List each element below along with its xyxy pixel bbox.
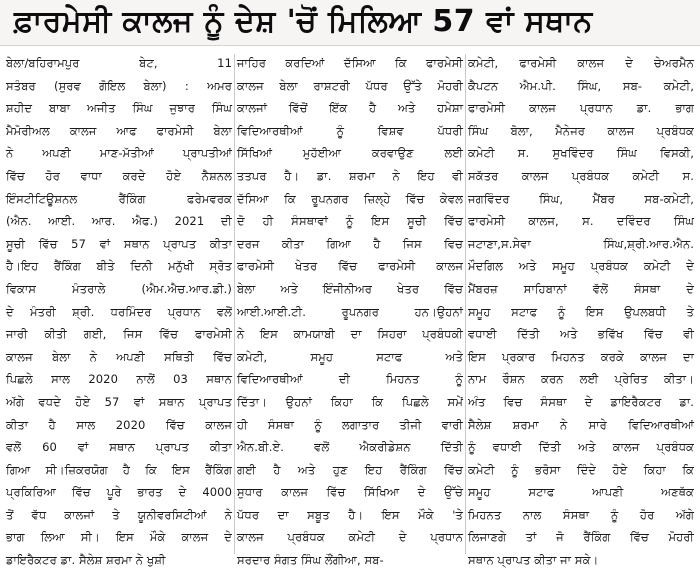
article-line: ਕਮੇਟੀ ਸ. ਸੁਖਵਿੰਦਰ ਸਿੰਘ ਵਿਸਕੀ, <box>468 146 694 161</box>
article-line: ਕਾਲਜਾਂ ਵਿੱਚੋਂ ਇੱਕ ਹੈ ਅਤੇ ਹਮੇਸ਼ਾ <box>237 101 463 116</box>
article-line: ਕੀਤਾ ਹੈ ਸਾਲ 2020 ਵਿੱਚ ਕਾਲਜ <box>6 417 232 432</box>
article-line: ਵਿਦਿਆਰਥੀਆਂ ਦੀ ਮਿਹਨਤ ਨੂੰ <box>237 372 463 387</box>
article-line: ਵਲੋਂ 60 ਵਾਂ ਸਥਾਨ ਪ੍ਰਾਪਤ ਕੀਤਾ <box>6 440 232 455</box>
article-line: ਜਾਹਿਰ ਕਰਦਿਆਂ ਦੱਸਿਆ ਕਿ ਫਾਰਮੇਸੀ <box>237 56 463 70</box>
article-line: ਮੈਮੋਰੀਅਲ ਕਾਲਜ ਆਫ ਫਾਰਮੇਸੀ ਬੇਲਾ <box>6 123 232 138</box>
article-line: ਬੇਲਾ/ਬਹਿਰਾਮਪੁਰ ਬੇਟ, 11 <box>6 56 232 70</box>
article-line: ਕੈਪਟਨ ਐਮ.ਪੀ. ਸਿੰਘ, ਸਬ- ਕਮੇਟੀ, <box>468 78 694 93</box>
article-line: ਗਿਆ ਸੀ।ਜ਼ਿਕਰਯੋਗ ਹੈ ਕਿ ਇਸ ਰੈਂਕਿੰਗ <box>6 462 232 477</box>
article-line: ਗਈ ਹੈ ਅਤੇ ਹੁਣ ਇਹ ਰੈਂਕਿੰਗ ਵਿੱਚ <box>237 462 463 477</box>
article-line: ਕਾਲਜ ਬੇਲਾ ਰਾਸ਼ਟਰੀ ਪੱਧਰ ਉੱਤੇ ਮੋਹਰੀ <box>237 78 463 93</box>
column-3 <box>468 52 694 568</box>
article-line: ਡਾਇਰੈਕਟਰ ਡਾ. ਸੈਲੇਸ਼ ਸ਼ਰਮਾ ਨੇ ਖੁਸ਼ੀ <box>6 553 166 568</box>
article-line: ਅੰਤ ਵਿਚ ਸੰਸਥਾ ਦੇ ਡਾਇਰੈਕਟਰ ਡਾ. <box>468 394 694 409</box>
article-line: ਕਮੇਟੀ, ਫਾਰਮੇਸੀ ਕਾਲਜ ਦੇ ਚੇਅਰਮੈਨ <box>468 56 694 70</box>
article-line: ਸਥਾਨ ਪ੍ਰਾਪਤ ਕੀਤਾ ਜਾ ਸਕੇ। <box>468 553 599 568</box>
article-line: ਸਮੂਹ ਸਟਾਫ ਨੂੰ ਇਸ ਉਪਲਬਧੀ ਤੇ <box>468 304 694 319</box>
article-line: (ਐਨ. ਆਈ. ਆਰ. ਐਫ.) 2021 ਦੀ <box>6 214 232 229</box>
article-line: ਦੇ ਮੰਤਰੀ ਸ਼੍ਰੀ. ਧਰਮਿੰਦਰ ਪ੍ਰਧਾਨ ਵਲੋਂ <box>6 304 232 319</box>
column-2 <box>237 52 463 568</box>
article-line: ਇਸ ਪ੍ਰਕਾਰ ਮਿਹਨਤ ਕਰਕੇ ਕਾਲਜ ਦਾ <box>468 349 694 364</box>
headline-banner <box>0 0 700 46</box>
article-line: ਵਿਦਿਆਰਥੀਆਂ ਨੂੰ ਵਿਸ਼ਵ ਪੱਧਰੀ <box>237 123 463 138</box>
article-line: ਮੈਂਬਰਜ਼ ਸਾਹਿਬਾਨਾਂ ਵੱਲੋਂ ਸੰਸਥਾ ਦੇ <box>468 281 694 296</box>
article-line: ਫਾਰਮੇਸੀ ਕਾਲਜ, ਸ. ਦਵਿੰਦਰ ਸਿੰਘ <box>468 214 694 229</box>
article-line: ਪ੍ਰਕਿਰਿਆ ਵਿੱਚ ਪੂਰੇ ਭਾਰਤ ਦੇ 4000 <box>6 485 232 500</box>
headline: ਫ਼ਾਰਮੇਸੀ ਕਾਲਜ ਨੂੰ ਦੇਸ਼ 'ਚੋਂ ਮਿਲਿਆ 57 ਵਾਂ ਸਥਾਨ <box>14 4 593 39</box>
column-divider <box>234 54 235 554</box>
article-line: ਕਾਲਜ ਬੇਲਾ ਨੇ ਅਪਣੀ ਸਥਿਤੀ ਵਿੱਚ <box>6 349 232 364</box>
article-line: ਦੋ ਹੀ ਸੰਸਥਾਵਾਂ ਨੂੰ ਇਸ ਸੂਚੀ ਵਿੱਚ <box>237 214 463 229</box>
article-line: ਹੀ ਸੰਸਥਾ ਨੂੰ ਲਗਾਤਾਰ ਤੀਜੀ ਵਾਰੀ <box>237 417 463 432</box>
article-line: ਵਿੱਚ ਹੋਰ ਵਾਧਾ ਕਰਦੇ ਹੋਏ ਨੈਸ਼ਨਲ <box>6 168 232 183</box>
article-line: ਵਧਾਈ ਦਿੱਤੀ ਅਤੇ ਭਵਿੱਖ ਵਿੱਚ ਵੀ <box>468 327 694 342</box>
article-line: ਤੋਂ ਵੱਧ ਕਾਲਜਾਂ ਤੇ ਯੂਨੀਵਰਸਿਟੀਆਂ ਨੇ <box>6 507 232 522</box>
article-line: ਸ਼ਹੀਦ ਬਾਬਾ ਅਜੀਤ ਸਿੰਘ ਜੁਝਾਰ ਸਿੰਘ <box>6 101 232 116</box>
article-line: ਕਮੇਟੀ, ਸਮੂਹ ਸਟਾਫ ਅਤੇ <box>237 349 463 364</box>
article-line: ਨਾਮ ਰੌਸ਼ਨ ਕਰਨ ਲਈ ਪ੍ਰੇਰਿਤ ਕੀਤਾ। <box>468 372 694 387</box>
article-line: ਦਰਜ ਕੀਤਾ ਗਿਆ ਹੈ ਜਿਸ ਵਿਚ <box>237 236 463 251</box>
article-line: ਪਿਛਲੇ ਸਾਲ 2020 ਨਾਲੋਂ 03 ਸਥਾਨ <box>6 372 232 387</box>
article-line: ਲਿਜਾਣਗੇ ਤਾਂ ਜੋ ਰੈਂਕਿੰਗ ਵਿੱਚ ਮੋਹਰੀ <box>468 530 694 545</box>
article-line: ਮੌਦਗਿਲ ਅਤੇ ਸਮੂਹ ਪ੍ਰਬੰਧਕ ਕਮੇਟੀ ਦੇ <box>468 259 694 274</box>
article-line: ਜਗਵਿੰਦਰ ਸਿੰਘ, ਮੈਂਬਰ ਸਬ-ਕਮੇਟੀ, <box>468 191 694 206</box>
article-line: ਵਿਕਾਸ ਮੰਤਰਾਲੇ (ਐਮ.ਐਚ.ਆਰ.ਡੀ.) <box>6 281 232 296</box>
article-line: ਬੇਲਾ ਅਤੇ ਇੰਜੀਨੀਅਰ ਖੇਤਰ ਵਿੱਚ <box>237 281 463 296</box>
article-line: ਸਰਦਾਰ ਸੰਗਤ ਸਿੰਘ ਲੌਂਗੀਆ, ਸਬ- <box>237 553 384 568</box>
article-line: ਭਾਗ ਲਿਆ ਸੀ। ਇਸ ਮੌਕੇ ਕਾਲਜ ਦੇ <box>6 530 232 545</box>
article-line: ਮਿਹਨਤ ਨਾਲ ਸੰਸਥਾ ਨੂੰ ਹੋਰ ਅੱਗੇ <box>468 507 694 522</box>
article-line: ਕਾਲਜ ਪ੍ਰਬੰਧਕ ਕਮੇਟੀ ਦੇ ਪ੍ਰਧਾਨ <box>237 530 463 545</box>
article-line: ਐਨ.ਬੀ.ਏ. ਵਲੋਂ ਐਕਰੀਡੇਸ਼ਨ ਦਿੱਤੀ <box>237 440 463 455</box>
article-line: ਹੈ।ਇਹ ਰੈਂਕਿੰਗ ਬੀਤੇ ਦਿਨੀ ਮਨੁੱਖੀ ਸ੍ਰੋਤ <box>6 259 232 274</box>
column-divider <box>465 54 466 554</box>
article-line: ਨੇ ਅਪਣੀ ਮਾਣ-ਮੱਤੀਆਂ ਪ੍ਰਾਪਤੀਆਂ <box>6 146 232 161</box>
article-line: ਸੈਲੇਸ਼ ਸ਼ਰਮਾ ਨੇ ਸਾਰੇ ਵਿਦਿਆਰਥੀਆਂ <box>468 417 694 432</box>
article-line: ਦਿੱਤਾ। ਉਹਨਾਂ ਕਿਹਾ ਕਿ ਪਿਛਲੇ ਸਮੇਂ <box>237 394 463 409</box>
column-1 <box>6 52 232 568</box>
article-line: ਦੱਸਿਆ ਕਿ ਰੂਪਨਗਰ ਜ਼ਿਲ੍ਹੇ ਵਿੱਚ ਕੇਵਲ <box>237 191 463 206</box>
article-line: ਨੇ ਇਸ ਕਾਮਯਾਬੀ ਦਾ ਸਿਹਰਾ ਪ੍ਰਬੰਧਕੀ <box>237 327 463 342</box>
article-line: ਪੱਧਰ ਦਾ ਸਬੂਤ ਹੈ। ਇਸ ਮੌਕੇ 'ਤੇ <box>237 507 463 522</box>
article-line: ਆਈ.ਆਈ.ਟੀ. ਰੂਪਨਗਰ ਹਨ।ਉਹਨਾਂ <box>237 304 463 319</box>
article-line: ਸਕੱਤਰ ਕਾਲਜ ਪ੍ਰਬੰਧਕ ਕਮੇਟੀ ਸ. <box>468 168 694 183</box>
article-line: ਸਤੰਬਰ (ਸੁਰਵ ਗੋਇਲ ਬੇਲਾ) : ਅਮਰ <box>6 78 232 93</box>
article-line: ਅੱਗੇ ਵਧਦੇ ਹੋਏ 57 ਵਾਂ ਸਥਾਨ ਪ੍ਰਾਪਤ <box>6 394 232 409</box>
article-line: ਸਮੂਹ ਸਟਾਫ ਆਪਣੀ ਅਣਥੱਕ <box>468 485 694 500</box>
article-line: ਇੰਸਟੀਟਿਊਸ਼ਨਲ ਰੈਂਕਿੰਗ ਫਰੇਮਵਰਕ <box>6 191 232 206</box>
article-line: ਫਾਰਮੇਸੀ ਖੇਤਰ ਵਿੱਚ ਫਾਰਮੇਸੀ ਕਾਲਜ <box>237 259 463 274</box>
article-line: ਨੂੰ ਵਧਾਈ ਦਿੱਤੀ ਅਤੇ ਕਾਲਜ ਪ੍ਰਬੰਧਕ <box>468 440 694 455</box>
article-line: ਜਟਾਣਾ,ਸ.ਸੇਵਾ ਸਿੰਘ,ਸ਼੍ਰੀ.ਆਰ.ਐਨ. <box>468 236 694 251</box>
article-line: ਸਿੱਖਿਆਂ ਮੁਹੱਈਆ ਕਰਵਾਉਣ ਲਈ <box>237 146 463 161</box>
article-body <box>0 52 700 568</box>
article-line: ਕਮੇਟੀ ਨੂੰ ਭਰੋਸਾ ਦਿੰਦੇ ਹੋਏ ਕਿਹਾ ਕਿ <box>468 462 694 477</box>
article-line: ਤਤਪਰ ਹੈ। ਡਾ. ਸ਼ਰਮਾ ਨੇ ਇਹ ਵੀ <box>237 168 463 183</box>
article-line: ਫਾਰਮੇਸੀ ਕਾਲਜ ਪ੍ਰਧਾਨ ਡਾ. ਭਾਗ <box>468 101 694 116</box>
article-line: ਸਿੰਘ ਬੋਲਾ, ਮੈਨੇਜਰ ਕਾਲਜ ਪ੍ਰਬੰਧਕ <box>468 123 694 138</box>
article-line: ਜਾਰੀ ਕੀਤੀ ਗਈ, ਜਿਸ ਵਿੱਚ ਫਾਰਮੇਸੀ <box>6 327 232 342</box>
article-line: ਸੂਚੀ ਵਿੱਚ 57 ਵਾਂ ਸਥਾਨ ਪ੍ਰਾਪਤ ਕੀਤਾ <box>6 236 232 251</box>
article-line: ਸੁਧਾਰ ਕਾਲਜ ਵਿੱਚ ਸਿੱਖਿਆ ਦੇ ਉੱਚੇ <box>237 485 463 500</box>
